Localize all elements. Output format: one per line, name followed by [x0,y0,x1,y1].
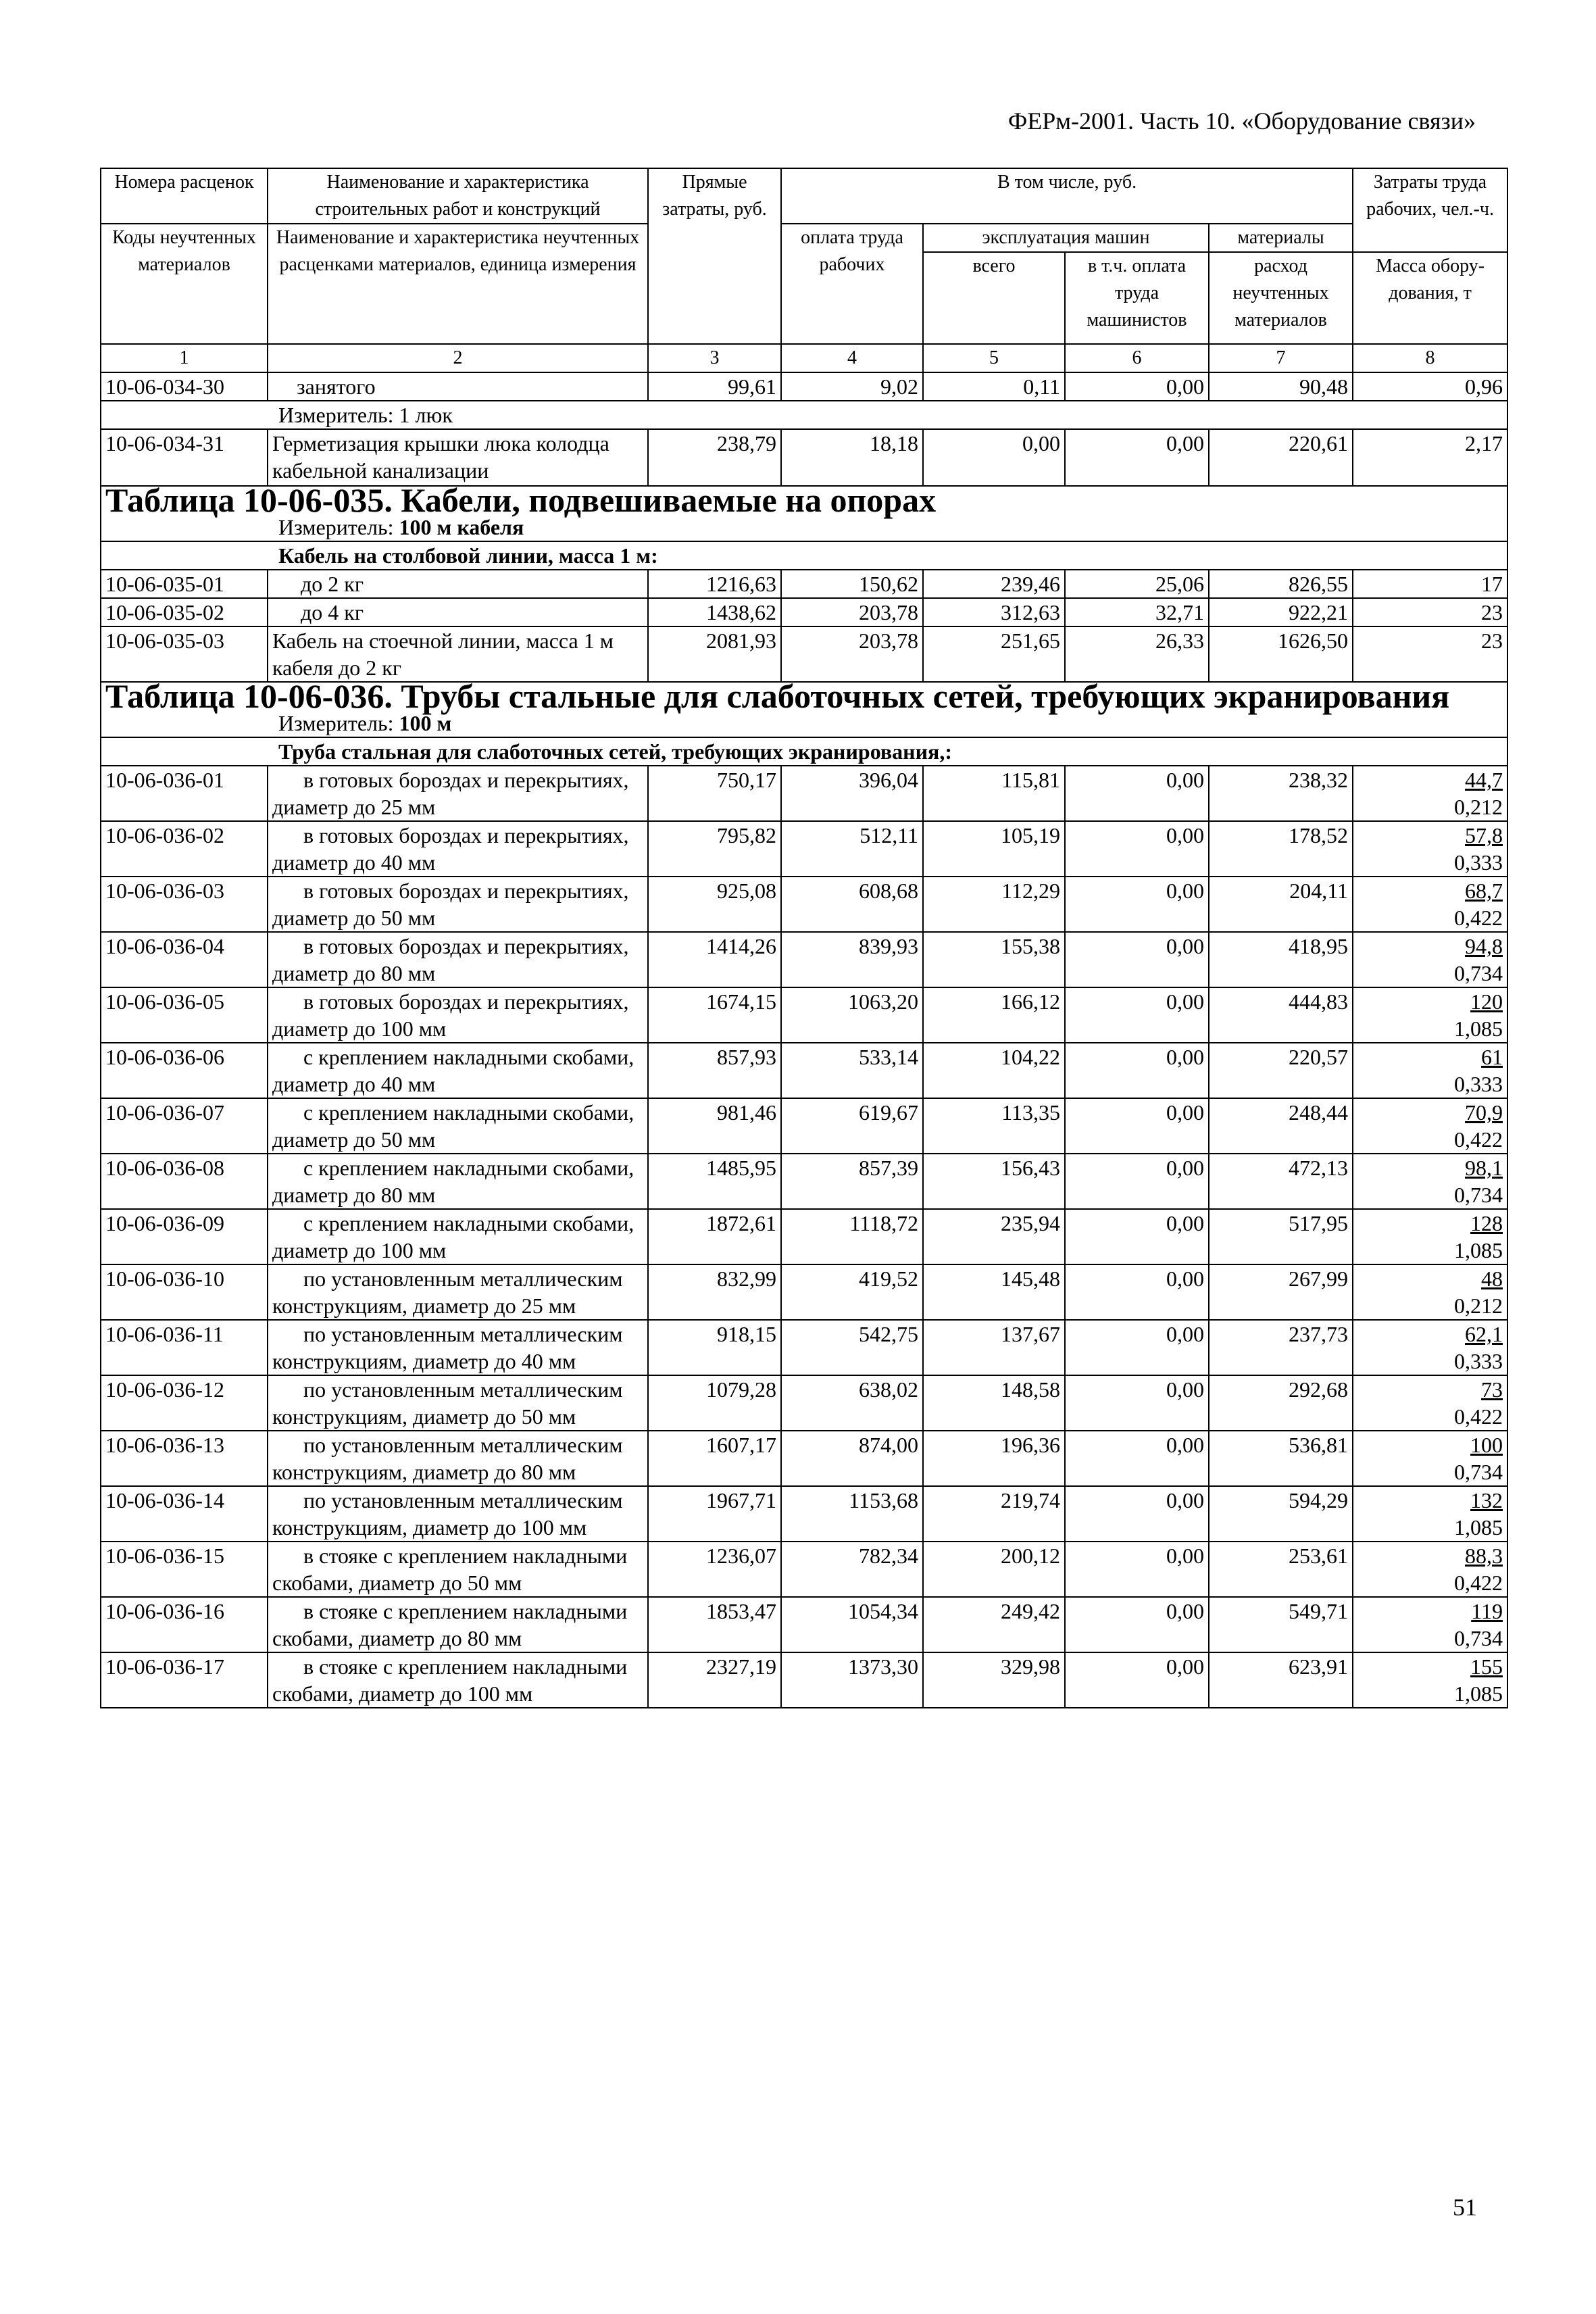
row-name: в готовых бороздах и перекрытиях, диаметр до 25 мм [268,766,648,821]
col-cost-top: Затраты труда рабочих, чел.-ч. [1353,168,1507,252]
row-value: 832,99 [648,1264,781,1320]
row-value: 0,00 [1065,766,1209,821]
table-row [101,1043,1507,1098]
table-row [101,932,1507,987]
row-value: 619,67 [781,1098,923,1154]
labor-cost: 73 [1481,1377,1503,1402]
table-row [101,1542,1507,1597]
table-row [101,570,1507,598]
equipment-mass: 0,422 [1454,906,1503,930]
equipment-mass: 1,085 [1454,1681,1503,1706]
row-value: 623,91 [1209,1652,1353,1708]
table-row [101,1486,1507,1542]
row-name: по установленным металлическим конструкциям, диаметр до 50 мм [268,1375,648,1431]
table-row [101,821,1507,877]
row-value: 512,11 [781,821,923,877]
table-row [101,626,1507,682]
row-value: 922,21 [1209,598,1353,626]
row-value: 267,99 [1209,1264,1353,1320]
row-value: 0,00 [1065,1375,1209,1431]
row-code: 10-06-036-08 [101,1154,268,1209]
table-row [101,1098,1507,1154]
row-labor-mass [1353,1431,1507,1486]
table-row [101,1431,1507,1486]
row-code: 10-06-036-07 [101,1098,268,1154]
row-value: 0,00 [1065,821,1209,877]
row-value: 329,98 [923,1652,1065,1708]
row-value: 248,44 [1209,1098,1353,1154]
row-value: 113,35 [923,1098,1065,1154]
row-name: в стояке с креплением накладными скобами, диаметр до 100 мм [268,1652,648,1708]
table-row [101,1320,1507,1375]
row-code: 10-06-035-03 [101,626,268,682]
row-name: по установленным металлическим конструкциям, диаметр до 100 мм [268,1486,648,1542]
row-name: с креплением накладными скобами, диаметр до 100 мм [268,1209,648,1264]
equipment-mass: 0,333 [1454,1072,1503,1096]
row-value: 0,00 [1065,1264,1209,1320]
row-value: 1438,62 [648,598,781,626]
equipment-mass: 1,085 [1454,1238,1503,1262]
col-labor: оплата труда рабочих [781,224,923,344]
row-name: Герметизация крышки люка колодца кабельной канализации [268,429,648,486]
col-num: 6 [1065,344,1209,372]
equipment-mass: 0,734 [1454,961,1503,985]
row-value: 1236,07 [648,1542,781,1597]
table-row [101,1209,1507,1264]
labor-cost: 100 [1470,1433,1503,1457]
row-name: в готовых бороздах и перекрытиях, диаметр до 80 мм [268,932,648,987]
equipment-mass: 0,333 [1454,850,1503,875]
row-name: с креплением накладными скобами, диаметр до 40 мм [268,1043,648,1098]
col-num: 4 [781,344,923,372]
equipment-mass: 0,333 [1454,1349,1503,1373]
row-value: 533,14 [781,1043,923,1098]
table-header [101,168,1507,372]
row-value: 249,42 [923,1597,1065,1652]
row-value: 105,19 [923,821,1065,877]
row-value: 1872,61 [648,1209,781,1264]
table-036-title: Таблица 10-06-036. Трубы стальные для слаботочных сетей, требующих экранирования [101,682,1507,710]
row-value: 1967,71 [648,1486,781,1542]
row-name: в стояке с креплением накладными скобами, диаметр до 80 мм [268,1597,648,1652]
subheader-035: Кабель на столбовой линии, масса 1 м: [101,541,1507,570]
col-code-top: Номера расценок [101,168,268,224]
row-value: 203,78 [781,626,923,682]
row-value: 148,58 [923,1375,1065,1431]
row-value: 1054,34 [781,1597,923,1652]
row-value: 472,13 [1209,1154,1353,1209]
row-labor-mass [1353,1652,1507,1708]
row-value: 23 [1353,626,1507,682]
row-value: 115,81 [923,766,1065,821]
row-value: 166,12 [923,987,1065,1043]
row-value: 1216,63 [648,570,781,598]
row-value: 204,11 [1209,877,1353,932]
row-labor-mass [1353,1098,1507,1154]
row-code: 10-06-036-05 [101,987,268,1043]
col-name-bottom: Наименование и характеристика неучтенных расценками материалов, единица измерения [268,224,648,344]
row-code: 10-06-036-17 [101,1652,268,1708]
row-value: 826,55 [1209,570,1353,598]
row-value: 517,95 [1209,1209,1353,1264]
col-num: 3 [648,344,781,372]
measure-label: Измеритель: [278,711,394,735]
row-value: 396,04 [781,766,923,821]
row-code: 10-06-036-11 [101,1320,268,1375]
row-value: 238,32 [1209,766,1353,821]
row-code: 10-06-036-13 [101,1431,268,1486]
row-value: 220,61 [1209,429,1353,486]
row-value: 312,63 [923,598,1065,626]
row-value: 795,82 [648,821,781,877]
row-value: 239,46 [923,570,1065,598]
row-value: 156,43 [923,1154,1065,1209]
row-labor-mass [1353,1320,1507,1375]
row-value: 857,93 [648,1043,781,1098]
row-value: 2,17 [1353,429,1507,486]
row-value: 23 [1353,598,1507,626]
row-value: 1853,47 [648,1597,781,1652]
row-name: до 4 кг [268,598,648,626]
labor-cost: 94,8 [1465,934,1503,958]
row-value: 25,06 [1065,570,1209,598]
row-value: 1079,28 [648,1375,781,1431]
row-value: 104,22 [923,1043,1065,1098]
row-value: 0,00 [1065,372,1209,401]
col-machines: эксплуатация машин [923,224,1209,252]
row-code: 10-06-034-31 [101,429,268,486]
row-name: в стояке с креплением накладными скобами, диаметр до 50 мм [268,1542,648,1597]
row-value: 0,00 [1065,1597,1209,1652]
row-labor-mass [1353,1597,1507,1652]
row-value: 17 [1353,570,1507,598]
row-value: 608,68 [781,877,923,932]
row-value: 200,12 [923,1542,1065,1597]
row-value: 0,00 [1065,1320,1209,1375]
row-value: 9,02 [781,372,923,401]
row-code: 10-06-035-02 [101,598,268,626]
row-value: 0,00 [923,429,1065,486]
row-name: Кабель на стоечной линии, масса 1 м кабеля до 2 кг [268,626,648,682]
row-value: 444,83 [1209,987,1353,1043]
row-value: 150,62 [781,570,923,598]
col-num: 8 [1353,344,1507,372]
row-value: 0,00 [1065,987,1209,1043]
table-row [101,877,1507,932]
col-code-bottom: Коды неучтенных материалов [101,224,268,344]
row-value: 238,79 [648,429,781,486]
row-value: 0,00 [1065,1652,1209,1708]
row-name: по установленным металлическим конструкциям, диаметр до 80 мм [268,1431,648,1486]
row-value: 536,81 [1209,1431,1353,1486]
row-code: 10-06-036-03 [101,877,268,932]
table-035 [101,481,1507,682]
col-machines-labor: в т.ч. оплата труда машинистов [1065,252,1209,344]
table-row [101,598,1507,626]
row-value: 90,48 [1209,372,1353,401]
equipment-mass: 0,422 [1454,1127,1503,1152]
row-value: 542,75 [781,1320,923,1375]
row-code: 10-06-036-01 [101,766,268,821]
row-labor-mass [1353,1154,1507,1209]
col-num: 1 [101,344,268,372]
table-row [101,1264,1507,1320]
row-value: 981,46 [648,1098,781,1154]
row-labor-mass [1353,1209,1507,1264]
row-name: в готовых бороздах и перекрытиях, диаметр до 100 мм [268,987,648,1043]
row-value: 155,38 [923,932,1065,987]
row-value: 419,52 [781,1264,923,1320]
row-value: 918,15 [648,1320,781,1375]
row-name: с креплением накладными скобами, диаметр до 50 мм [268,1098,648,1154]
row-value: 1607,17 [648,1431,781,1486]
row-value: 418,95 [1209,932,1353,987]
measure-value: 100 м [399,711,452,735]
row-value: 145,48 [923,1264,1065,1320]
equipment-mass: 0,734 [1454,1460,1503,1484]
equipment-mass: 0,734 [1454,1183,1503,1207]
row-code: 10-06-036-16 [101,1597,268,1652]
col-name-top: Наименование и характеристика строительных работ и конструкций [268,168,648,224]
row-value: 203,78 [781,598,923,626]
row-value: 18,18 [781,429,923,486]
col-num: 5 [923,344,1065,372]
row-code: 10-06-035-01 [101,570,268,598]
row-value: 26,33 [1065,626,1209,682]
equipment-mass: 0,212 [1454,1294,1503,1318]
row-value: 925,08 [648,877,781,932]
labor-cost: 70,9 [1465,1100,1503,1125]
row-name: по установленным металлическим конструкциям, диаметр до 25 мм [268,1264,648,1320]
measure-value: 100 м кабеля [399,515,524,539]
row-value: 0,00 [1065,1098,1209,1154]
row-code: 10-06-034-30 [101,372,268,401]
table-036 [101,677,1507,1708]
row-name: в готовых бороздах и перекрытиях, диаметр до 50 мм [268,877,648,932]
row-code: 10-06-036-12 [101,1375,268,1431]
row-name: с креплением накладными скобами, диаметр до 80 мм [268,1154,648,1209]
row-value: 0,00 [1065,932,1209,987]
col-incl: В том числе, руб. [781,168,1353,224]
row-value: 0,00 [1065,1486,1209,1542]
table-row [101,987,1507,1043]
row-value: 0,00 [1065,1154,1209,1209]
labor-cost: 128 [1470,1211,1503,1235]
row-labor-mass [1353,1375,1507,1431]
table-034 [101,372,1507,486]
row-value: 292,68 [1209,1375,1353,1431]
col-cost-bottom: Масса обору- дования, т [1353,252,1507,344]
row-value: 1414,26 [648,932,781,987]
table-row [101,372,1507,401]
row-value: 220,57 [1209,1043,1353,1098]
row-code: 10-06-036-06 [101,1043,268,1098]
row-value: 1063,20 [781,987,923,1043]
row-value: 1153,68 [781,1486,923,1542]
page-number: 51 [1453,2194,1477,2221]
row-value: 1485,95 [648,1154,781,1209]
row-name: по установленным металлическим конструкциям, диаметр до 40 мм [268,1320,648,1375]
equipment-mass: 0,422 [1454,1571,1503,1595]
row-value: 0,00 [1065,1043,1209,1098]
row-value: 0,00 [1065,429,1209,486]
measure-label: Измеритель: [278,515,394,539]
row-value: 594,29 [1209,1486,1353,1542]
row-value: 235,94 [923,1209,1065,1264]
measure-034: Измеритель: 1 люк [101,401,1507,429]
row-name: до 2 кг [268,570,648,598]
equipment-mass: 1,085 [1454,1515,1503,1540]
row-labor-mass [1353,1264,1507,1320]
col-direct: Прямые затраты, руб. [648,168,781,344]
row-code: 10-06-036-15 [101,1542,268,1597]
col-num: 7 [1209,344,1353,372]
table-row [101,429,1507,486]
labor-cost: 68,7 [1465,879,1503,903]
labor-cost: 119 [1471,1599,1503,1623]
row-code: 10-06-036-09 [101,1209,268,1264]
row-value: 638,02 [781,1375,923,1431]
row-value: 857,39 [781,1154,923,1209]
labor-cost: 48 [1481,1266,1503,1291]
row-name: занятого [268,372,648,401]
labor-cost: 120 [1470,989,1503,1014]
row-value: 750,17 [648,766,781,821]
labor-cost: 44,7 [1465,768,1503,792]
row-value: 782,34 [781,1542,923,1597]
table-row [101,1652,1507,1708]
row-value: 1626,50 [1209,626,1353,682]
col-materials-un: расход неучтенных материалов [1209,252,1353,344]
labor-cost: 88,3 [1465,1544,1503,1568]
row-value: 549,71 [1209,1597,1353,1652]
table-035-title: Таблица 10-06-035. Кабели, подвешиваемые на опорах [101,486,1507,514]
row-value: 839,93 [781,932,923,987]
equipment-mass: 0,212 [1454,795,1503,819]
row-value: 2081,93 [648,626,781,682]
row-value: 0,00 [1065,877,1209,932]
row-value: 196,36 [923,1431,1065,1486]
row-value: 219,74 [923,1486,1065,1542]
labor-cost: 61 [1481,1045,1503,1069]
labor-cost: 132 [1470,1488,1503,1512]
table-row [101,1154,1507,1209]
row-value: 178,52 [1209,821,1353,877]
row-labor-mass [1353,821,1507,877]
row-value: 237,73 [1209,1320,1353,1375]
row-value: 0,96 [1353,372,1507,401]
row-value: 1118,72 [781,1209,923,1264]
rates-table [100,168,1508,1708]
labor-cost: 98,1 [1465,1156,1503,1180]
row-code: 10-06-036-04 [101,932,268,987]
table-row [101,1375,1507,1431]
row-value: 32,71 [1065,598,1209,626]
col-materials: материалы [1209,224,1353,252]
labor-cost: 57,8 [1465,823,1503,847]
row-value: 874,00 [781,1431,923,1486]
row-value: 0,11 [923,372,1065,401]
row-value: 1373,30 [781,1652,923,1708]
row-labor-mass [1353,1486,1507,1542]
row-value: 0,00 [1065,1209,1209,1264]
row-labor-mass [1353,766,1507,821]
labor-cost: 62,1 [1465,1322,1503,1346]
running-header: ФЕРм-2001. Часть 10. «Оборудование связи» [1007,107,1476,134]
labor-cost: 155 [1470,1654,1503,1679]
row-value: 137,67 [923,1320,1065,1375]
row-value: 2327,19 [648,1652,781,1708]
row-labor-mass [1353,1043,1507,1098]
row-value: 0,00 [1065,1542,1209,1597]
row-code: 10-06-036-02 [101,821,268,877]
row-code: 10-06-036-14 [101,1486,268,1542]
row-labor-mass [1353,1542,1507,1597]
table-row [101,766,1507,821]
row-labor-mass [1353,932,1507,987]
subheader-036: Труба стальная для слаботочных сетей, требующих экранирования,: [101,737,1507,766]
row-value: 251,65 [923,626,1065,682]
equipment-mass: 1,085 [1454,1016,1503,1041]
table-row [101,1597,1507,1652]
equipment-mass: 0,734 [1454,1626,1503,1650]
row-value: 99,61 [648,372,781,401]
col-machines-total: всего [923,252,1065,344]
row-value: 112,29 [923,877,1065,932]
row-value: 0,00 [1065,1431,1209,1486]
equipment-mass: 0,422 [1454,1404,1503,1429]
row-value: 253,61 [1209,1542,1353,1597]
row-code: 10-06-036-10 [101,1264,268,1320]
row-labor-mass [1353,987,1507,1043]
row-name: в готовых бороздах и перекрытиях, диаметр до 40 мм [268,821,648,877]
row-value: 1674,15 [648,987,781,1043]
col-num: 2 [268,344,648,372]
row-labor-mass [1353,877,1507,932]
